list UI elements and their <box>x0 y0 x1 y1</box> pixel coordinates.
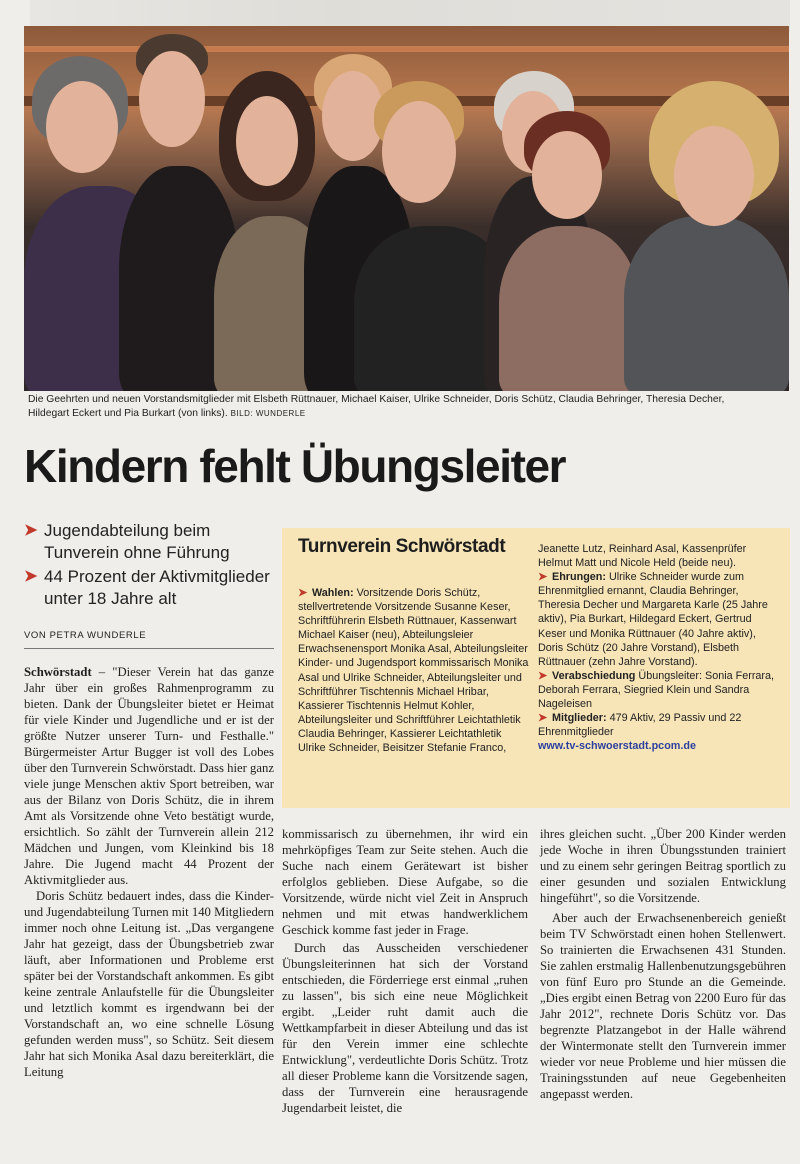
arrow-icon: ➤ <box>538 571 548 584</box>
photo-face <box>46 81 118 173</box>
article-column-1 <box>24 664 274 1080</box>
subheadline-bullets <box>24 520 274 612</box>
box-continuation: Jeanette Lutz, Reinhard Asal, Kassenprüfer Helmut Matt und Nicole Held (beide neu). <box>538 543 747 570</box>
paragraph: Aber auch der Erwachsenenbereich genießt beim TV Schwörstadt einen hohen Stellenwert. So trainierten die Erwachsenen 431 Stunden. Sie zahlen erstmalig Hallenbenutzungsgebühren von fünf Euro pro Stunde an die Gemeinde. „Dies ergibt einen Betrag von 2200 Euro für das Jahr 2012", rechnete Doris Schütz vor. Das begrenzte Platzangebot in der Halle während der Wintermonate stellt den Turnverein immer wieder vor neue Probleme und hier müssen die Trainingsstunden auf neue Gegebenheiten angepasst werden. <box>540 911 786 1101</box>
verabschiedung-label: Verabschiedung <box>552 669 636 682</box>
photo-face <box>674 126 754 226</box>
arrow-icon: ➤ <box>298 587 308 599</box>
bullet-item <box>24 566 274 610</box>
photo-person <box>499 226 639 391</box>
caption-text: Die Geehrten und neuen Vorstandsmitglieder mit Elsbeth Rüttnauer, Michael Kaiser, Ulrike Schneider, Doris Schütz, Claudia Behringer, Theresia Decher, Hildegart Eckert und Pia Burkart (von links). <box>28 394 725 419</box>
paragraph: Durch das Ausscheiden verschiedener Übungsleiterinnen hat sich der Vorstand entschieden, die Förderriege erst einmal „ruhen zu lassen", bis sich eine neue Möglichkeit ergibt. „Leider ruht damit auch die Wettkampfarbeit in dieser Abteilung und das ist für den Verein immer eine schlechte Entwicklung", verdeutlichte Doris Schütz. Trotz all dieser Probleme kann die Vorsitzende sagen, dass der Turnverein eine herausragende Jugendarbeit leistet, die <box>282 941 528 1115</box>
arrow-icon: ➤ <box>24 568 38 585</box>
info-box-left <box>298 586 530 755</box>
info-box-title: Turnverein Schwörstadt <box>298 536 506 557</box>
mitglieder-text: 479 Aktiv, 29 Passiv und 22 Ehrenmitglieder <box>538 712 742 739</box>
club-website-link[interactable]: www.tv-schwoerstadt.pcom.de <box>538 740 696 753</box>
photo-credit: BILD: WUNDERLE <box>230 409 306 418</box>
ehrungen-label: Ehrungen: <box>552 571 606 584</box>
photo-face <box>532 131 602 219</box>
mitglieder <box>538 711 778 739</box>
photo-face <box>382 101 456 203</box>
arrow-icon: ➤ <box>538 712 548 725</box>
bullet-text: 44 Prozent der Aktivmitglieder unter 18 Jahre alt <box>44 567 270 608</box>
photo-caption <box>28 393 768 421</box>
paragraph: kommissarisch zu übernehmen, ihr wird ein mehrköpfiges Team zur Seite stehen. Auch die Suche nach einem Gerätewart ist bisher erfolglos geblieben. Diese Aufgabe, so die Vorsitzende, würde nicht viel Zeit in Anspruch nehmen und mit etwas handwerklichem Geschick komme fast jeder in Frage. <box>282 827 528 937</box>
mitglieder-label: Mitglieder: <box>552 712 607 725</box>
paragraph <box>24 664 274 888</box>
byline: VON PETRA WUNDERLE <box>24 630 147 641</box>
ehrungen <box>538 570 778 669</box>
bullet-text: Jugendabteilung beim Tunverein ohne Führung <box>44 521 230 562</box>
paragraph: ihres gleichen sucht. „Über 200 Kinder werden jede Woche in ihren Übungsstunden trainiert und zu einem sehr geringen Beitrag sportlich zu einer gesunden und sozialen Entwicklung hingeführt", so die Vorsitzende. <box>540 827 786 905</box>
arrow-icon: ➤ <box>538 669 548 682</box>
arrow-icon: ➤ <box>24 522 38 539</box>
group-photo <box>24 26 789 391</box>
byline-rule <box>24 648 274 649</box>
dateline: Schwörstadt <box>24 665 92 679</box>
article-column-3 <box>540 826 786 1102</box>
headline: Kindern fehlt Übungsleiter <box>24 440 566 492</box>
ehrungen-text: Ulrike Schneider wurde zum Ehrenmitglied ernannt, Claudia Behringer, Theresia Decher und Margareta Karle (25 Jahre aktiv), Pia Burkart, Hildegard Eckert, Gertrud Keser und Monika Rüttnauer (40 Jahre aktiv), Doris Schütz (20 Jahre Vorstand), Elsbeth Rüttnauer (zehn Jahre Vorstand). <box>538 571 768 668</box>
bullet-item <box>24 520 274 564</box>
wahlen-label: Wahlen: <box>312 587 354 599</box>
paragraph: Doris Schütz bedauert indes, dass die Kinder- und Jugendabteilung Turnen mit 140 Mitgliedern immer noch ohne Leitung ist. „Das vergangene Jahr hat gezeigt, dass der Übungsbetrieb zwar läuft, aber Informationen und Probleme erst später bei der Vorstandschaft ankommen. Es gibt keine zentrale Anlaufstelle für die Übungsleiter und letztlich kommt es irgendwann bei der Vorstandschaft an, wo eine schnelle Lösung gefunden werden muss", so Schütz. Seit diesem Jahr hat sich Monika Asal dazu bereiterklärt, die Leitung <box>24 889 274 1079</box>
photo-person <box>624 216 789 391</box>
verabschiedung-text: Übungsleiter: Sonia Ferrara, Deborah Ferrara, Siegried Klein und Sandra Nageleisen <box>538 669 775 711</box>
wahlen-text: Vorsitzende Doris Schütz, stellvertretende Vorsitzende Susanne Keser, Schriftführerin Elsbeth Rüttnauer, Kassenwart Michael Kaiser (neu), Abteilungsleier Erwachsenensport Monika Asal, Abteilungsleiter Kinder- und Jugendsport kommissarisch Monika Asal und Ulrike Schneider, Abteilungsleiter und Schriftführer Tischtennis Michael Hribar, Kassierer Tischtennis Helmut Kohler, Abteilungsleiter und Schriftführer Leichtathletik Claudia Behringer, Kassierer Leichtathletik Ulrike Schneider, Beisitzer Stefanie Franco, <box>298 587 529 755</box>
paragraph-text: – "Dieser Verein hat das ganze Jahr über ein großes Rahmenprogramm zu bieten. Dank der Übungsleiter bietet er Heimat für viele Kinder und Jugendliche und er ist der größte Nutzer unserer Turn- und Festhalle." Bürgermeister Artur Bugger ist voll des Lobes über den Turnverein Schwörstadt. Dass hier ganz viele junge Menschen aktiv Sport betreiben, war aus der Bilanz von Doris Schütz, die in ihrem Amt als Vorsitzende ohne Veto bestätigt wurde, ersichtlich. So zählt der Turnverein allein 212 Mädchen und Jungen, vom Kleinkind bis 18 Jahre. Die Jugend macht 44 Prozent der Aktivmitglieder aus. <box>24 665 274 887</box>
verabschiedung <box>538 669 778 711</box>
article-column-2 <box>282 826 528 1116</box>
info-box <box>282 528 790 808</box>
photo-face <box>236 96 298 186</box>
photo-face <box>139 51 205 147</box>
info-box-right <box>538 542 778 753</box>
